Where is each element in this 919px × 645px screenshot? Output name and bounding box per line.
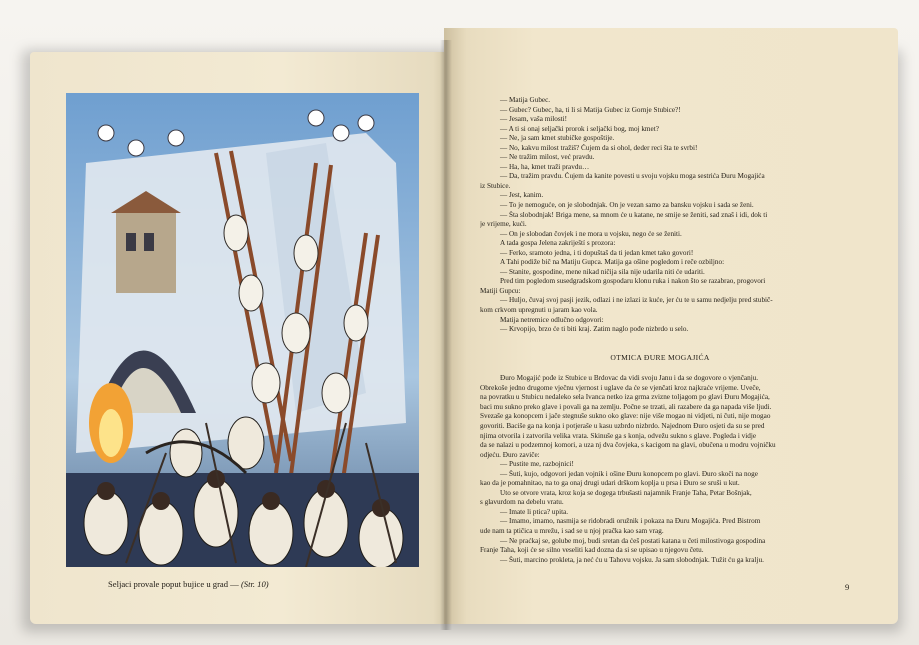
illustration-peasants-storming-castle bbox=[66, 93, 419, 567]
text-line: — Ferko, sramoto jedna, i ti dopuštaš da ti jedan kmet tako govori! bbox=[500, 248, 694, 257]
text-line: da se nalazi u podzemnoj komori, a uza nj dva čovjeka, s kacigom na glavi, obučena u modru vojničku bbox=[480, 441, 776, 450]
page-number: 9 bbox=[845, 582, 850, 592]
text-line: Uto se otvore vrata, kroz koja se dogega trbušasti najamnik Franje Taha, Petar Bošnjak, bbox=[500, 488, 752, 497]
text-line: s glavurdom na debelu vratu. bbox=[480, 498, 564, 507]
text-line: A Tahi podiže bič na Matiju Gupca. Matija ga ošine pogledom i reče ozbiljno: bbox=[500, 258, 725, 267]
text-line: — On je slobodan čovjek i ne mora u vojsku, nego će se ženiti. bbox=[500, 229, 682, 238]
text-line: — Gubec? Gubec, ha, ti li si Matija Gubec iz Gornje Stubice?! bbox=[500, 105, 681, 114]
text-line: Svezaše ga konopcem i jače stegnuše sukno oko glave: nije više mogao ni vidjeti, ni čuti, nije mogao bbox=[480, 412, 771, 421]
text-line: — Ne tražim milost, već pravdu. bbox=[500, 153, 595, 162]
text-line: — A ti si onaj seljački prorok i seljački bog, moj kmet? bbox=[500, 124, 659, 133]
text-line: — To je nemoguće, on je slobodnjak. On je vezan samo za bansku vojsku i sada se ženi. bbox=[500, 201, 754, 210]
text-line: ude nam ta ptičica u mrežu, i sad se u njoj pračka kao sam vrag. bbox=[480, 526, 664, 535]
text-line: — Šuti, kujo, odgovori jedan vojnik i ošine Đuru konopcem po glavi. Đuro skoči na noge bbox=[500, 469, 758, 478]
text-line: baci mu sukno preko glave i povali ga na zemlju. Počne se trzati, ali razabere da ga napada više ljudi. bbox=[480, 402, 772, 411]
text-line: Obrekoše jedno drugome vječnu vjernost i uglave da će se vjenčati kroz najkraće vrijeme. Uveče, bbox=[480, 383, 761, 392]
illustration-caption bbox=[108, 579, 368, 589]
text-line: Đuro Mogajić pođe iz Stubice u Brdovac da vidi svoju Janu i da se dogovore o vjenčanju. bbox=[500, 374, 759, 383]
text-line: — Da, tražim pravdu. Čujem da kanite povesti u svoju vojsku moga sestrića Đuru Mogajića bbox=[500, 172, 765, 181]
text-line: odjeću. Đuro zaviče: bbox=[480, 450, 540, 459]
text-line: — No, kakvu milost tražiš? Čujem da si ohol, deder reci šta te svrbi! bbox=[500, 143, 698, 152]
text-line: govoriti. Baciše ga na konja i potjeraše u kasu uzbrdo nizbrdo. Najednom Đuro osjeti da su se pred bbox=[480, 421, 765, 430]
story-block bbox=[480, 374, 860, 565]
text-line: — Stanite, gospodine, mene nikad ničija sila nije udarila niti će udariti. bbox=[500, 267, 705, 276]
text-line: Pred tim pogledom susedgradskom gospodaru klonu ruka i nakon što se razabrao, progovori bbox=[500, 277, 766, 286]
text-line: — Jest, kanim. bbox=[500, 191, 544, 200]
caption-page-reference: (Str. 10) bbox=[240, 579, 269, 589]
chapter-heading: OTMICA ĐURE MOGAJIĆA bbox=[610, 352, 710, 362]
caption-text: Seljaci provale poput bujice u grad — bbox=[108, 579, 239, 589]
text-line: — Jesam, vaša milosti! bbox=[500, 115, 568, 124]
text-line: — Imamo, imamo, nasmija se ridobradi oružnik i pokaza na Đuru Mogajića. Pred Bistrom bbox=[500, 517, 761, 526]
text-line: — Pustite me, razbojnici! bbox=[500, 460, 574, 469]
text-line: Matija netremice odlučno odgovori: bbox=[500, 315, 604, 324]
text-line: — Šta slobodnjak! Briga mene, sa mnom će u katane, ne smije se ženiti, sad znaš i idi, dok ti bbox=[500, 210, 768, 219]
text-line: kom crkvom upregnuti u jaram kao vola. bbox=[480, 306, 598, 315]
illustration-artwork bbox=[66, 93, 419, 567]
text-line: na povratku u Stubicu nedaleko sela Ivanca netko iza grma zvizne toljagom po glavi Đuru Mogajića, bbox=[480, 393, 770, 402]
text-line: Matiji Gupcu: bbox=[480, 286, 521, 295]
text-line: — Krvopijo, brzo će ti biti kraj. Zatim naglo pođe nizbrdo u selo. bbox=[500, 325, 689, 334]
right-page-text bbox=[480, 96, 860, 565]
text-line: A tada gospa Jelena zakriještí s prozora: bbox=[500, 239, 616, 248]
book-gutter bbox=[440, 40, 452, 630]
text-line: — Huljo, čuvaj svoj pasji jezik, odlazi i ne izlazi iz kuće, jer ću te u samu nedjelju pred stubič- bbox=[500, 296, 773, 305]
text-line: — Ne, ja sam kmet stubičke gospoštije. bbox=[500, 134, 615, 143]
text-line: iz Stubice. bbox=[480, 181, 511, 190]
text-line: je vrijeme, kući. bbox=[480, 220, 527, 229]
dialogue-block bbox=[480, 96, 860, 335]
text-line: — Imate li ptica? upita. bbox=[500, 507, 569, 516]
text-line: — Šuti, marcino prokleta, ja neć ću u Tahovu vojsku. Ja sam slobodnjak. Tužit ću ga kralju. bbox=[500, 555, 764, 564]
text-line: njima otvorila i zatvorila velika vrata. Skinuše ga s konja, odvežu sukno s glave. Pogleda i vidje bbox=[480, 431, 757, 440]
text-line: kao da je pomahnitao, na to ga onaj drugi udari drškom koplja u prsa i Đuro se sruši u kut. bbox=[480, 479, 740, 488]
text-line: Franje Taha, koji će se silno veseliti kad dozna da si se upisao u njegovu četu. bbox=[480, 546, 704, 555]
text-line: — Ne praćkaj se, golube moj, budi sretan da ćeš postati katana u četi milostivoga gospodina bbox=[500, 536, 766, 545]
text-line: — Ha, ha, kmet traži pravdu… bbox=[500, 162, 590, 171]
text-line: — Matija Gubec. bbox=[500, 96, 551, 104]
